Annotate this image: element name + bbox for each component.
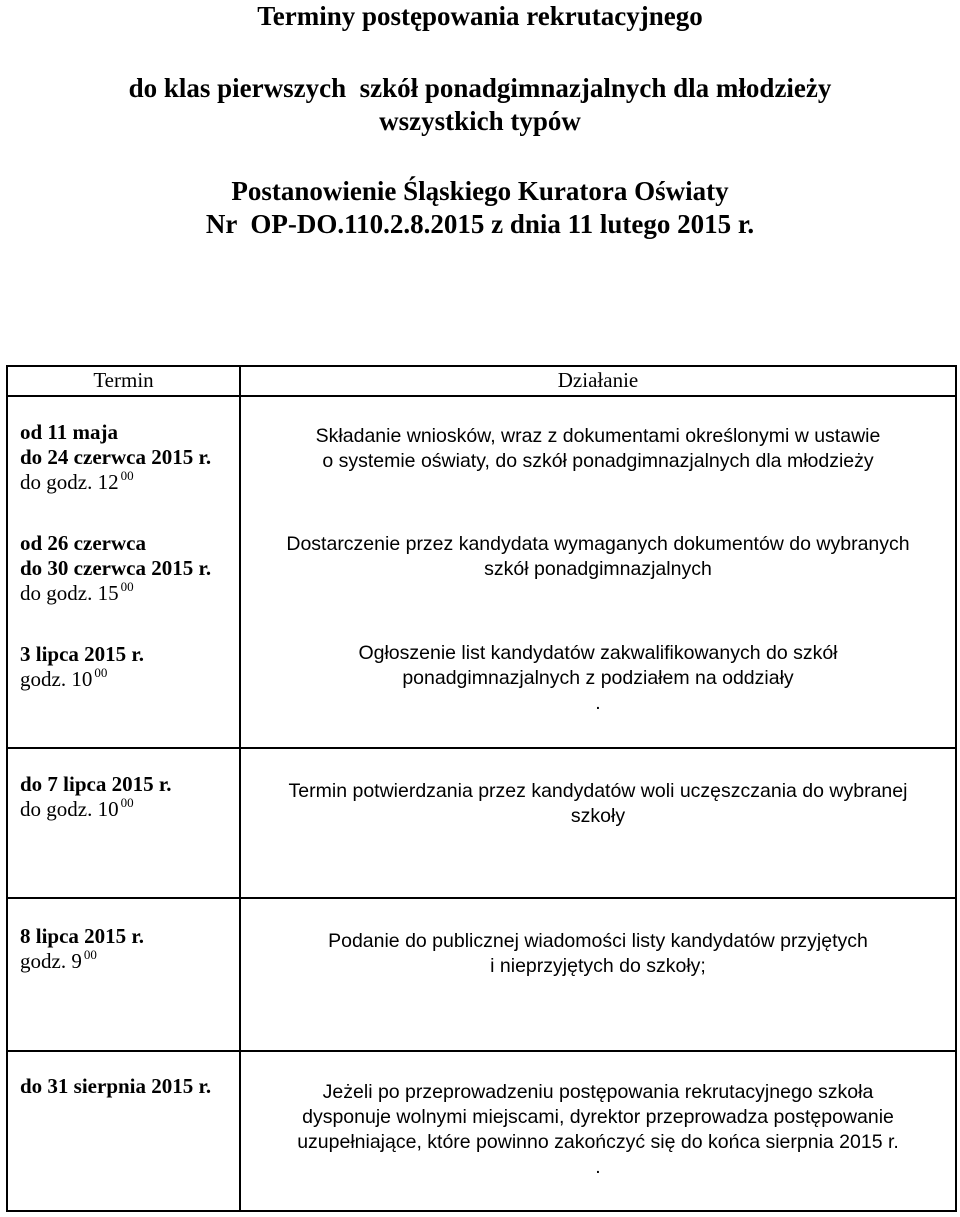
- table-row: [7, 396, 956, 748]
- term-line: od 26 czerwca: [20, 531, 146, 555]
- term-line: godz. 10 $^{00}$: [20, 665, 108, 691]
- time-minutes: 00: [120, 579, 134, 594]
- action-block-1: [241, 424, 955, 474]
- term-line: 3 lipca 2015 r.: [20, 642, 145, 666]
- action-cell: [240, 396, 956, 748]
- action-line: szkoły: [570, 805, 626, 827]
- action-line: Termin potwierdzania przez kandydatów woli uczęszczania do wybranej: [288, 780, 908, 802]
- term-line: od 11 maja: [20, 420, 119, 444]
- schedule-table: [6, 365, 957, 1212]
- term-line: do 7 lipca 2015 r.: [20, 772, 172, 796]
- decree-line-1: Postanowienie Śląskiego Kuratora Oświaty: [231, 176, 729, 206]
- term-cell: [7, 748, 240, 898]
- header-action: Działanie: [240, 366, 956, 396]
- action-line: .: [595, 1156, 601, 1178]
- page-subtitle: [0, 72, 960, 138]
- header-term: Termin: [7, 366, 240, 396]
- action-line: dysponuje wolnymi miejscami, dyrektor przeprowadza postępowanie: [302, 1106, 894, 1128]
- term-cell: [7, 1051, 240, 1211]
- table-row: [7, 748, 956, 898]
- title-text: Terminy postępowania rekrutacyjnego: [257, 1, 703, 31]
- action-line: uzupełniające, które powinno zakończyć się do końca sierpnia 2015 r.: [297, 1131, 899, 1153]
- term-line: do godz. 10 $^{00}$: [20, 795, 134, 821]
- action-line: i nieprzyjętych do szkoły;: [490, 955, 706, 977]
- time-minutes: 00: [120, 795, 134, 810]
- decree-reference: [0, 175, 960, 241]
- page-title: [0, 0, 960, 33]
- action-block-2: [241, 532, 955, 582]
- subtitle-line-2: wszystkich typów: [379, 106, 581, 136]
- term-block-1: [8, 420, 239, 497]
- action-line: Składanie wniosków, wraz z dokumentami określonymi w ustawie: [315, 425, 881, 447]
- action-cell: [240, 898, 956, 1051]
- action-cell: [240, 748, 956, 898]
- term-cell: [7, 898, 240, 1051]
- action-line: .: [595, 692, 601, 714]
- term-line: do godz. 12 $^{00}$: [20, 468, 134, 494]
- action-line: szkół ponadgimnazjalnych: [484, 558, 712, 580]
- term-line: do 31 sierpnia 2015 r.: [20, 1074, 212, 1098]
- term-block-3: [8, 642, 239, 694]
- action-block-3: [241, 641, 955, 716]
- term-cell: [7, 396, 240, 748]
- action-line: Dostarczenie przez kandydata wymaganych dokumentów do wybranych: [286, 533, 910, 555]
- table-row: [7, 898, 956, 1051]
- term-line: do 24 czerwca 2015 r.: [20, 445, 212, 469]
- table-row: [7, 1051, 956, 1211]
- action-line: Ogłoszenie list kandydatów zakwalifikowanych do szkół: [358, 642, 838, 664]
- table-header-row: [7, 366, 956, 396]
- subtitle-line-1: do klas pierwszych szkół ponadgimnazjalnych dla młodzieży: [128, 73, 832, 103]
- term-line: do 30 czerwca 2015 r.: [20, 556, 212, 580]
- term-block-2: [8, 531, 239, 608]
- action-line: Podanie do publicznej wiadomości listy kandydatów przyjętych: [328, 930, 868, 952]
- action-line: o systemie oświaty, do szkół ponadgimnazjalnych dla młodzieży: [322, 450, 874, 472]
- time-minutes: 00: [120, 468, 134, 483]
- time-minutes: 00: [83, 947, 97, 962]
- action-line: ponadgimnazjalnych z podziałem na oddziały: [402, 667, 794, 689]
- time-minutes: 00: [94, 665, 108, 680]
- action-cell: [240, 1051, 956, 1211]
- term-line: godz. 9 $^{00}$: [20, 947, 97, 973]
- action-line: Jeżeli po przeprowadzeniu postępowania rekrutacyjnego szkoła: [322, 1081, 874, 1103]
- term-line: do godz. 15 $^{00}$: [20, 579, 134, 605]
- decree-line-2: Nr OP-DO.110.2.8.2015 z dnia 11 lutego 2015 r.: [205, 209, 755, 239]
- term-line: 8 lipca 2015 r.: [20, 924, 145, 948]
